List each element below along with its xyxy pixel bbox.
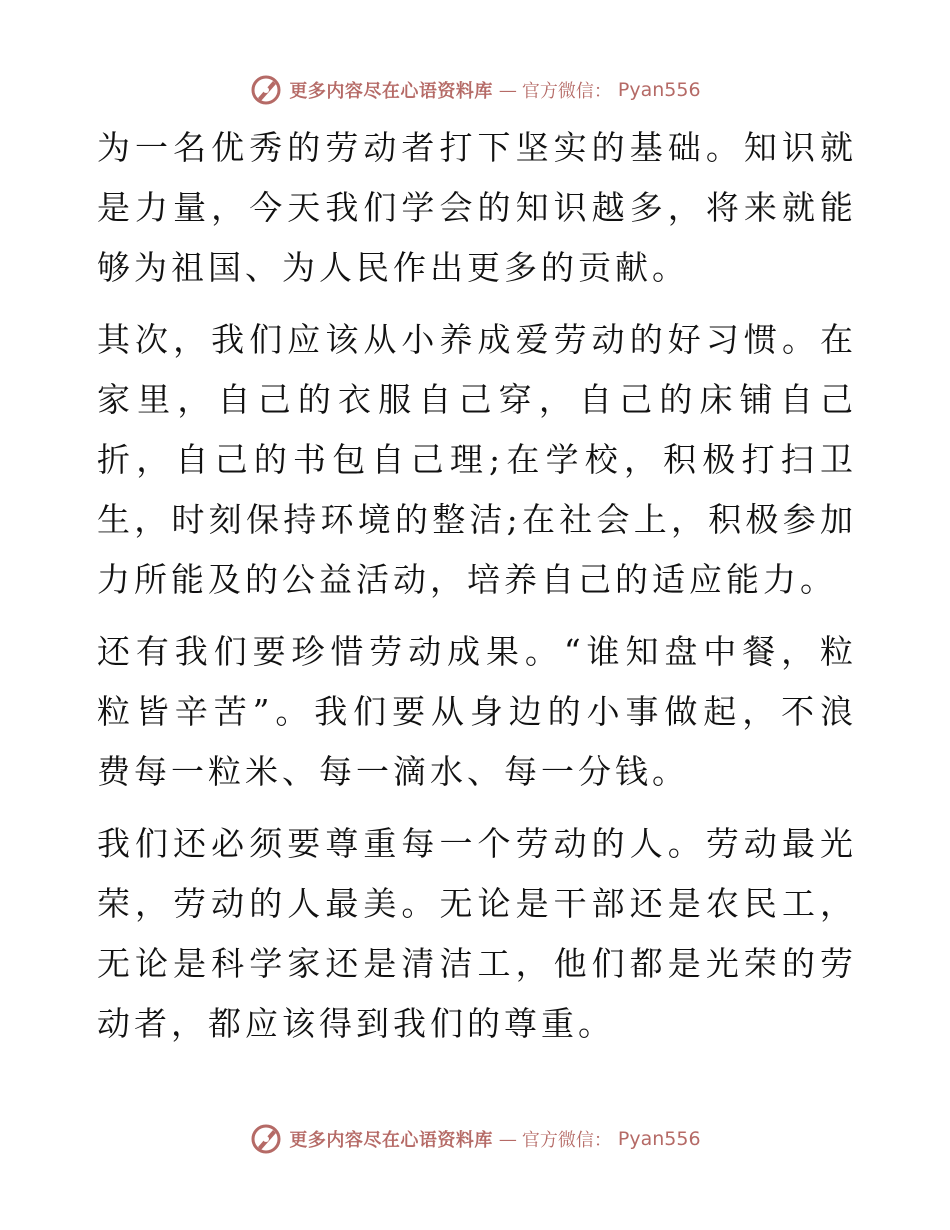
header-watermark <box>0 70 950 110</box>
watermark-handle: Pyan556 <box>617 79 701 101</box>
watermark-separator: — <box>498 1128 516 1150</box>
document-body <box>97 118 857 1054</box>
paragraph-1: 为一名优秀的劳动者打下坚实的基础。知识就是力量，今天我们学会的知识越多，将来就能够为祖国、为人民作出更多的贡献。 <box>97 128 857 287</box>
paragraph-3: 还有我们要珍惜劳动成果。“谁知盘中餐，粒粒皆辛苦”。我们要从身边的小事做起，不浪费每一粒米、每一滴水、每一分钱。 <box>97 632 857 791</box>
watermark-handle: Pyan556 <box>617 1128 701 1150</box>
watermark-main-text: 更多内容尽在心语资料库 <box>289 1130 493 1151</box>
paragraph-4: 我们还必须要尊重每一个劳动的人。劳动最光荣，劳动的人最美。无论是干部还是农民工，无论是科学家还是清洁工，他们都是光荣的劳动者，都应该得到我们的尊重。 <box>97 824 857 1043</box>
pen-logo-icon <box>249 1122 283 1156</box>
paragraph-2: 其次，我们应该从小养成爱劳动的好习惯。在家里，自己的衣服自己穿，自己的床铺自己折，自己的书包自己理;在学校，积极打扫卫生，时刻保持环境的整洁;在社会上，积极参加力所能及的公益活动，培养自己的适应能力。 <box>97 320 857 599</box>
watermark-label: 官方微信： <box>521 1130 612 1151</box>
pen-logo-icon <box>249 73 283 107</box>
watermark-label: 官方微信： <box>521 81 612 102</box>
footer-watermark <box>0 1119 950 1159</box>
watermark-main-text: 更多内容尽在心语资料库 <box>289 81 493 102</box>
watermark-separator: — <box>498 79 516 101</box>
